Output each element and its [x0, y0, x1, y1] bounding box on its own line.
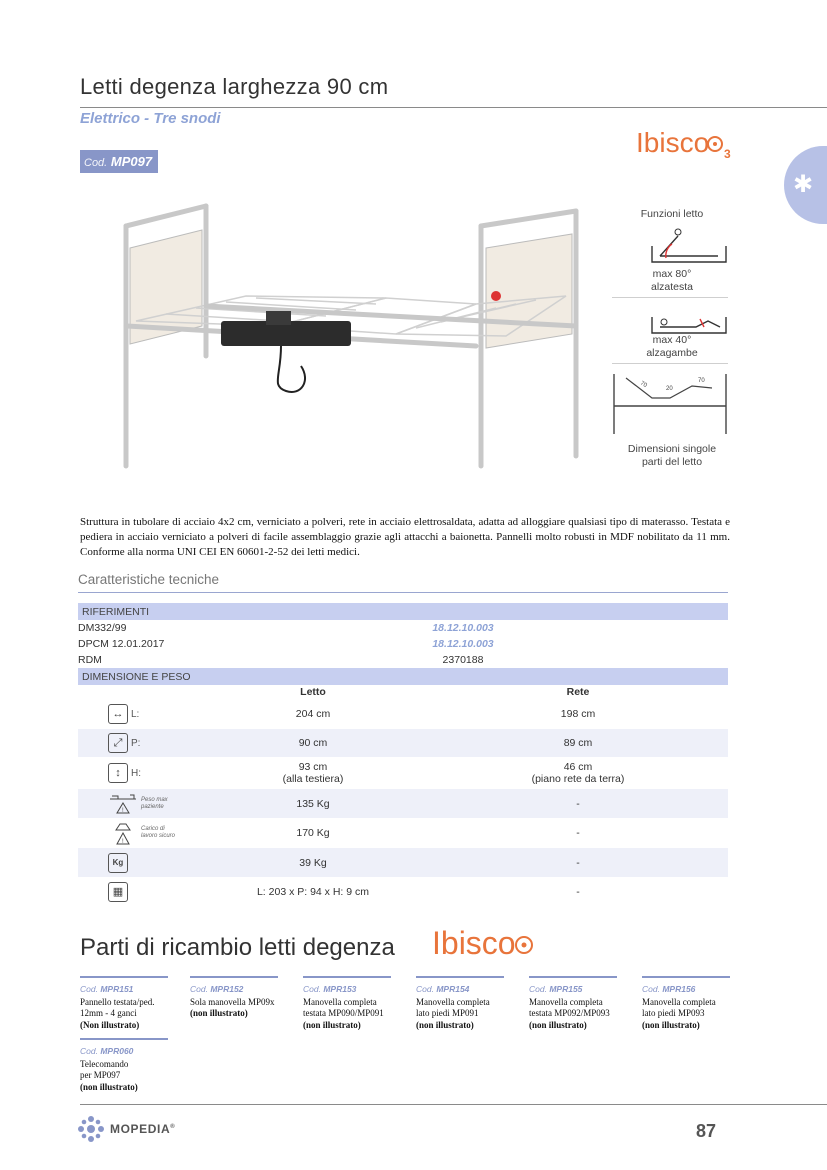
part-note: (non illustrato): [416, 1019, 474, 1030]
table-row: [78, 652, 728, 668]
column-header-rete: Rete: [566, 686, 590, 698]
table-row: [78, 848, 728, 877]
column-header-letto: Letto: [300, 686, 326, 698]
ibisco-logo: [636, 124, 736, 164]
product-code-value: MP097: [110, 154, 153, 169]
page-number: 87: [696, 1121, 717, 1141]
row-tag: L:: [131, 708, 140, 720]
part-note: (Non illustrato): [80, 1019, 140, 1030]
letto-value: 93 cm (alla testiera): [282, 761, 344, 785]
group-title: RIFERIMENTI: [78, 603, 728, 620]
table-row: [78, 818, 728, 848]
ibisco-logo-text: Ibisco: [636, 127, 710, 158]
table-row: [78, 699, 728, 729]
mopedia-logo-icon: [76, 1114, 106, 1144]
rete-value: 198 cm: [560, 708, 596, 720]
table-row: [78, 757, 728, 789]
ibisco-logo-sub: 3: [724, 147, 731, 161]
blank-header: [78, 685, 198, 699]
table-row: [78, 636, 728, 652]
part-desc: Manovella completa lato piedi MP091: [416, 996, 490, 1018]
part-note: (non illustrato): [303, 1019, 361, 1030]
group-title: DIMENSIONE E PESO: [78, 668, 728, 685]
part-note: (non illustrato): [80, 1081, 138, 1092]
table-row: [78, 620, 728, 636]
part-rule: [190, 976, 278, 978]
part-code: Cod. MPR151: [80, 984, 134, 994]
part-rule: [80, 1038, 168, 1040]
letto-value: L: 203 x P: 94 x H: 9 cm: [256, 885, 370, 898]
spare-part-item: [80, 1038, 168, 1093]
diagonal-arrow-icon: ⤢: [108, 733, 128, 753]
spare-part-item: [416, 976, 504, 1031]
row-tag: P:: [131, 737, 141, 749]
weight-kg-icon: Kg: [108, 853, 128, 873]
part-desc: Sola manovella MP09x: [190, 996, 275, 1007]
svg-text:!: !: [122, 807, 124, 814]
part-note: (non illustrato): [190, 1008, 248, 1018]
rete-value: -: [428, 789, 728, 818]
backrest-lift-icon: [648, 226, 730, 266]
spare-part-item: [80, 976, 168, 1031]
page-subtitle: Elettrico - Tre snodi: [80, 110, 221, 127]
part-desc: Manovella completa lato piedi MP093: [642, 996, 716, 1018]
part-desc: Telecomando per MP097: [80, 1058, 129, 1080]
ref-label: DPCM 12.01.2017: [78, 638, 165, 650]
safe-working-load-icon: [108, 820, 138, 846]
ref-value: 2370188: [442, 654, 484, 666]
functions-title: Funzioni letto: [640, 208, 704, 220]
bed-sections-icon: [612, 370, 728, 438]
footer-brand: MOPEDIA®: [110, 1122, 176, 1136]
ref-label: DM332/99: [78, 622, 127, 634]
part-note: (non illustrato): [529, 1019, 587, 1030]
table-row: [78, 789, 728, 818]
functions-divider: [612, 363, 728, 364]
specs-group-dimensions: [78, 668, 728, 685]
ibisco-parts-logo: [432, 924, 542, 962]
ref-value[interactable]: 18.12.10.003: [432, 638, 494, 650]
product-description: Struttura in tubolare di acciaio 4x2 cm, verniciato a polveri, rete in acciaio elettrosaldata, adatta ad alloggiare qualsiasi tipo di materasso. Testata e pediera in acciaio verniciato a polveri di facile assemblaggio grazie agli attacchi a baionetta. Pannelli molto robusti in MDF nobilitato da 11 mm. Conforme alla norma UNI CEI EN 60601-2-52 dei letti medici.: [80, 516, 730, 558]
part-code: Cod. MPR060: [80, 1046, 134, 1056]
product-code-prefix: Cod.: [84, 157, 108, 169]
bed-sections-caption: Dimensioni singole parti del letto: [627, 443, 717, 468]
part-desc: Pannello testata/ped. 12mm - 4 ganci: [80, 996, 155, 1018]
rete-value: -: [576, 827, 580, 839]
rete-value: 46 cm (piano rete da terra): [531, 761, 625, 785]
part-desc: Manovella completa testata MP092/MP093: [529, 996, 610, 1018]
product-code-badge: [80, 150, 158, 173]
row-tag: H:: [131, 767, 141, 779]
letto-value: 39 Kg: [198, 848, 428, 877]
section-label-3: 70: [698, 378, 705, 384]
page-title: Letti degenza larghezza 90 cm: [80, 74, 389, 99]
part-code: Cod. MPR152: [190, 984, 244, 994]
part-code: Cod. MPR153: [303, 984, 357, 994]
row-note: Carico di lavoro sicuro: [141, 826, 176, 839]
ibisco-parts-logo-text: Ibisco: [432, 925, 516, 961]
rete-value: -: [576, 885, 580, 898]
table-row: [78, 729, 728, 757]
letto-value: 90 cm: [198, 729, 428, 757]
part-rule: [529, 976, 617, 978]
part-code: Cod. MPR155: [529, 984, 583, 994]
rete-value: 89 cm: [428, 729, 728, 757]
bed-product-image: [96, 186, 596, 476]
max-patient-weight-icon: [108, 793, 138, 815]
backrest-lift-caption: max 80° alzatesta: [650, 268, 694, 293]
ref-label: RDM: [78, 654, 102, 666]
height-arrow-icon: ↕: [108, 763, 128, 783]
table-row: [78, 877, 728, 906]
svg-text:!: !: [122, 839, 124, 845]
table-header-row: [78, 685, 728, 699]
functions-divider: [612, 297, 728, 298]
part-rule: [642, 976, 730, 978]
part-note: (non illustrato): [642, 1019, 700, 1030]
row-note: Peso max paziente: [141, 796, 168, 810]
spare-part-item: [642, 976, 730, 1031]
part-desc: Manovella completa testata MP090/MP091: [303, 996, 384, 1018]
part-code: Cod. MPR154: [416, 984, 470, 994]
ref-value[interactable]: 18.12.10.003: [432, 622, 494, 634]
leg-lift-caption: max 40° alzagambe: [646, 334, 698, 359]
package-icon: ▦: [108, 882, 128, 902]
section-label-1: 70: [639, 380, 648, 390]
part-code: Cod. MPR156: [642, 984, 696, 994]
length-arrow-icon: ↔: [108, 704, 128, 724]
spare-part-item: [529, 976, 617, 1031]
footer-divider: [80, 1104, 827, 1105]
part-rule: [80, 976, 168, 978]
specs-group-references: [78, 603, 728, 620]
spare-part-item: [303, 976, 391, 1031]
specs-section-title: Caratteristiche tecniche: [78, 572, 220, 587]
part-rule: [416, 976, 504, 978]
title-divider: [80, 107, 827, 108]
letto-value: 204 cm: [295, 708, 331, 720]
specs-divider: [78, 592, 728, 593]
letto-value: 135 Kg: [198, 789, 428, 818]
rete-value: -: [428, 848, 728, 877]
snowflake-icon: ✱: [793, 171, 814, 198]
spare-parts-title: Parti di ricambio letti degenza: [80, 934, 395, 961]
section-label-2: 20: [666, 386, 673, 392]
letto-value: 170 Kg: [296, 827, 330, 839]
part-rule: [303, 976, 391, 978]
specs-table: [78, 603, 728, 906]
spare-part-item: [190, 976, 278, 1020]
